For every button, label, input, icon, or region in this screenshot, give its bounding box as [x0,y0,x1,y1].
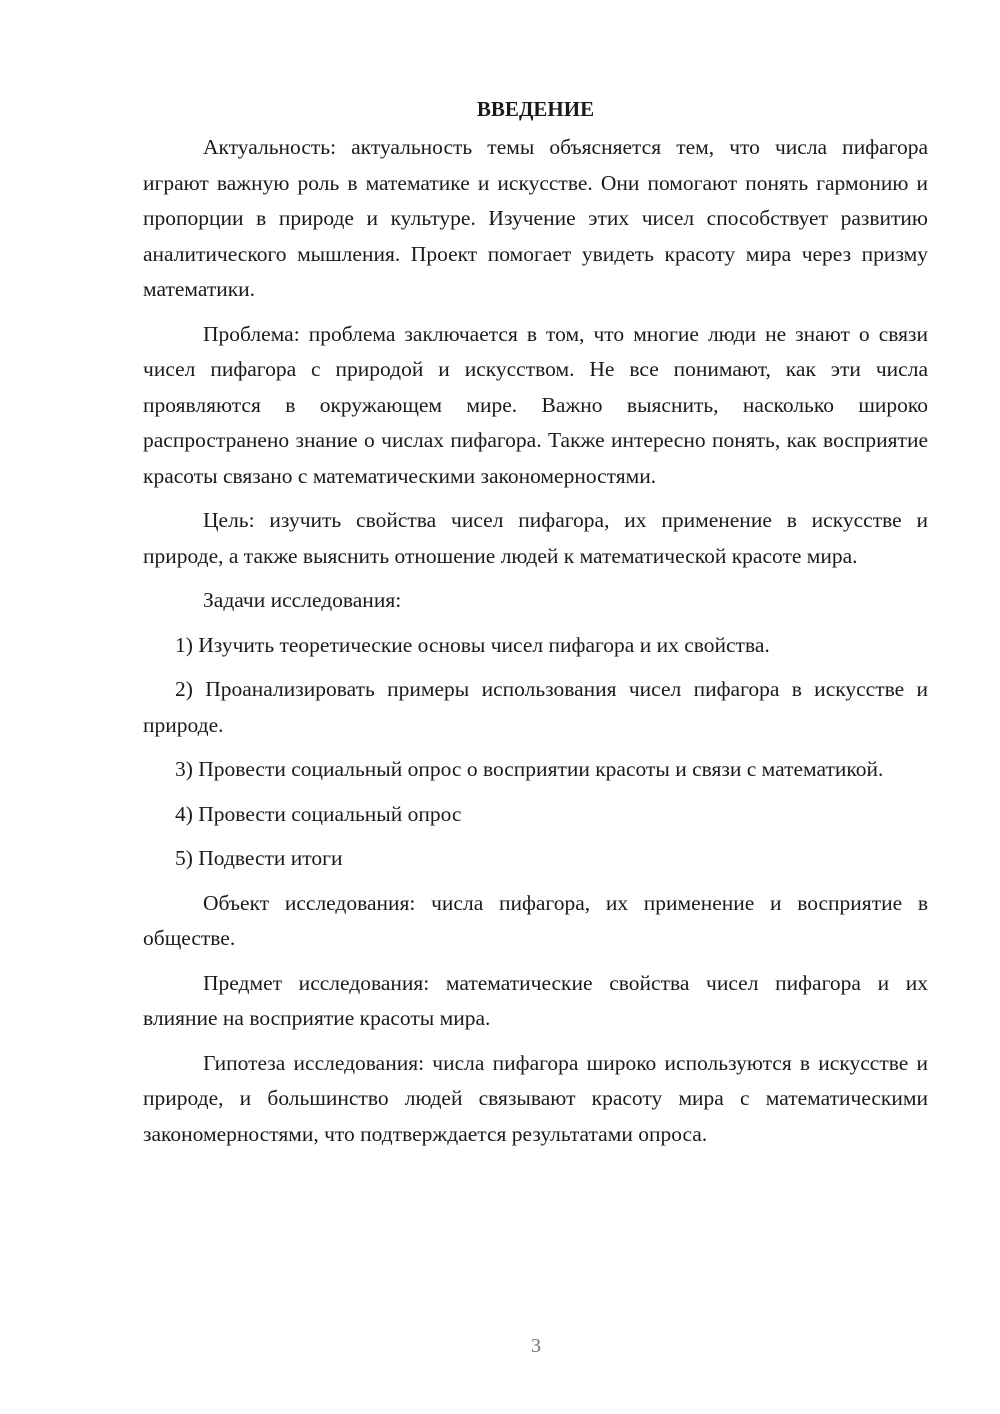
document-page [143,92,928,1161]
paragraph-problem: Проблема: проблема заключается в том, что многие люди не знают о связи чисел пифагора с природой и искусством. Не все понимают, как эти числа проявляются в окружающем мире. Важно выяснить, насколько широко распространено знание о числах пифагора. Также интересно понять, как восприятие красоты связано с математическими закономерностями. [143,321,928,488]
paragraph-hypothesis: Гипотеза исследования: числа пифагора широко используются в искусстве и природе, и большинство людей связывают красоту мира с математическими закономерностями, что подтверждается результатами опроса. [143,1050,928,1146]
paragraph-relevance: Актуальность: актуальность темы объясняется тем, что числа пифагора играют важную роль в математике и искусстве. Они помогают понять гармонию и пропорции в природе и культуре. Изучение этих чисел способствует развитию аналитического мышления. Проект помогает увидеть красоту мира через призму математики. [143,135,928,301]
task-item-2: 2) Проанализировать примеры использования чисел пифагора в искусстве и природе. [143,677,928,737]
page-number: 3 [531,1335,541,1357]
task-item-4: 4) Провести социальный опрос [175,801,462,826]
paragraph-goal: Цель: изучить свойства чисел пифагора, их применение в искусстве и природе, а также выяснить отношение людей к математической красоте мира. [143,508,928,568]
task-item-3: 3) Провести социальный опрос о восприятии красоты и связи с математикой. [175,757,884,781]
paragraph-subject: Предмет исследования: математические свойства чисел пифагора и их влияние на восприятие красоты мира. [143,970,928,1030]
paragraph-object: Объект исследования: числа пифагора, их применение и восприятие в обществе. [143,890,928,950]
task-item-5: 5) Подвести итоги [175,846,343,870]
tasks-heading: Задачи исследования: [203,588,402,612]
task-item-1: 1) Изучить теоретические основы чисел пифагора и их свойства. [175,632,770,657]
page-title: ВВЕДЕНИЕ [476,97,595,121]
